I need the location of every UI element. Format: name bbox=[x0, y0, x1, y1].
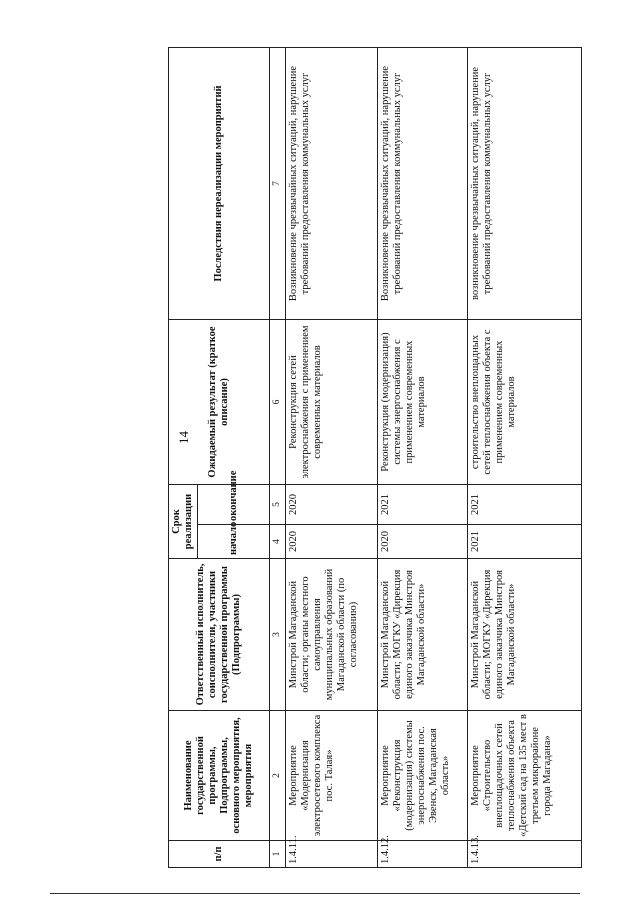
row-result: Реконструкция (модернизация) системы энергоснабжения с применением современных материалов bbox=[378, 320, 468, 485]
header-name: Наименование государственной программы, Подпрограммы, основного мероприятия, мероприятия bbox=[169, 711, 270, 841]
table-row bbox=[378, 48, 468, 868]
row-result: Реконструкция сетей электроснабжения с применением современных материалов bbox=[286, 320, 378, 485]
column-numbers-row bbox=[270, 48, 286, 868]
row-responsible: Минстрой Магаданской области; МОГКУ «Дирекция единого заказчика Минстроя Магаданской области» bbox=[378, 559, 468, 711]
row-start-year: 2020 bbox=[378, 525, 468, 559]
header-period: Срок реализации bbox=[169, 485, 198, 559]
column-number: 2 bbox=[270, 711, 286, 841]
page-number: 14 bbox=[176, 431, 191, 444]
row-consequence: Возникновение чрезвычайных ситуаций, нарушение требований предоставления коммунальных услуг bbox=[378, 48, 468, 320]
header-end: окончание bbox=[198, 485, 270, 525]
column-number: 3 bbox=[270, 559, 286, 711]
header-start: начало bbox=[198, 525, 270, 559]
row-number: 1.4.11. bbox=[286, 841, 378, 868]
page-bottom-rule bbox=[50, 893, 580, 894]
row-end-year: 2020 bbox=[286, 485, 378, 525]
row-result: строительство внеплощадных сетей теплоснабжения объекта с применением современных материалов bbox=[468, 320, 582, 485]
row-consequence: возникновение чрезвычайных ситуаций, нарушение требований предоставления коммунальных услуг bbox=[468, 48, 582, 320]
column-number: 4 bbox=[270, 525, 286, 559]
row-end-year: 2021 bbox=[468, 485, 582, 525]
table-row bbox=[468, 48, 582, 868]
row-number: 1.4.12. bbox=[378, 841, 468, 868]
row-consequence: Возникновение чрезвычайных ситуаций, нарушение требований предоставления коммунальных услуг bbox=[286, 48, 378, 320]
header-responsible: Ответственный исполнитель, соисполнители, участники государственной программы (Подпрограммы) bbox=[169, 559, 270, 711]
header-result: Ожидаемый результат (краткое описание) bbox=[169, 320, 270, 485]
row-number: 1.4.13. bbox=[468, 841, 582, 868]
row-name: Мероприятие «Модернизация электросетевого комплекса пос. Талая» bbox=[286, 711, 378, 841]
row-name: Мероприятие «Реконструкция (модернизация) системы энергоснабжения пос. Эвенск, Магаданская область» bbox=[378, 711, 468, 841]
row-start-year: 2021 bbox=[468, 525, 582, 559]
program-table bbox=[168, 47, 582, 868]
row-start-year: 2020 bbox=[286, 525, 378, 559]
column-number: 7 bbox=[270, 48, 286, 320]
row-responsible: Минстрой Магаданской области; МОГКУ «Дирекция единого заказчика Минстроя Магаданской области» bbox=[468, 559, 582, 711]
table-row bbox=[286, 48, 378, 868]
column-number: 6 bbox=[270, 320, 286, 485]
header-consequences: Последствия нереализации мероприятий bbox=[169, 48, 270, 320]
column-number: 5 bbox=[270, 485, 286, 525]
row-name: Мероприятие «Строительство внеплощадочных сетей теплоснабжения объекта «Детский сад на 135 мест в третьем микрорайоне города Магадана» bbox=[468, 711, 582, 841]
row-responsible: Минстрой Магаданской области; органы местного самоуправления муниципальных образований Магаданской области (по согласованию) bbox=[286, 559, 378, 711]
row-end-year: 2021 bbox=[378, 485, 468, 525]
rotated-table-container bbox=[168, 48, 554, 868]
column-number: 1 bbox=[270, 841, 286, 868]
header-number: п/п bbox=[169, 841, 270, 868]
